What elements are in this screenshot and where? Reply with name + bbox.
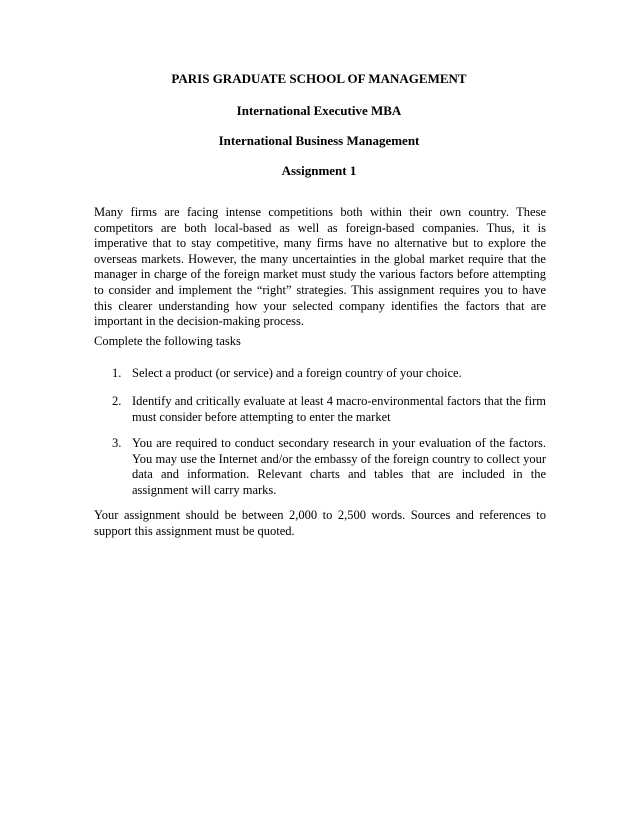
tasks-lead-text: Complete the following tasks [94, 334, 241, 348]
list-item [112, 394, 546, 425]
list-item-text: Select a product (or service) and a foreign country of your choice. [132, 366, 462, 380]
list-item-number: 3. [112, 436, 122, 450]
assignment-title-heading: Assignment 1 [281, 163, 357, 178]
list-item-number: 1. [112, 366, 122, 380]
list-item [112, 366, 546, 382]
list-item-text: Identify and critically evaluate at least 4 macro-environmental factors that the firm must consider before attempting to enter the market [132, 394, 546, 424]
closing-paragraph: Your assignment should be between 2,000 to 2,500 words. Sources and references to support this assignment must be quoted. [94, 508, 546, 538]
list-item [112, 436, 546, 498]
list-item-number: 2. [112, 394, 122, 408]
school-name-heading: PARIS GRADUATE SCHOOL OF MANAGEMENT [171, 71, 467, 86]
intro-paragraph: Many firms are facing intense competitions both within their own country. These competitors are both local-based as well as foreign-based companies. Thus, it is imperative that to stay competitive, many firms have no alternative but to explore the overseas markets. However, the many uncertainties in the global market require that the manager in charge of the foreign market must study the various factors before attempting to consider and implement the “right” strategies. This assignment requires you to have this clearer understanding how your selected company identifies the factors that are important in the decision-making process. [94, 205, 546, 329]
list-item-text: You are required to conduct secondary research in your evaluation of the factors. You may use the Internet and/or the embassy of the foreign country to collect your data and information. Relevant charts and tables that are included in the assignment will carry marks. [132, 436, 546, 497]
course-name-heading: International Business Management [218, 133, 420, 148]
program-name-heading: International Executive MBA [236, 103, 402, 118]
